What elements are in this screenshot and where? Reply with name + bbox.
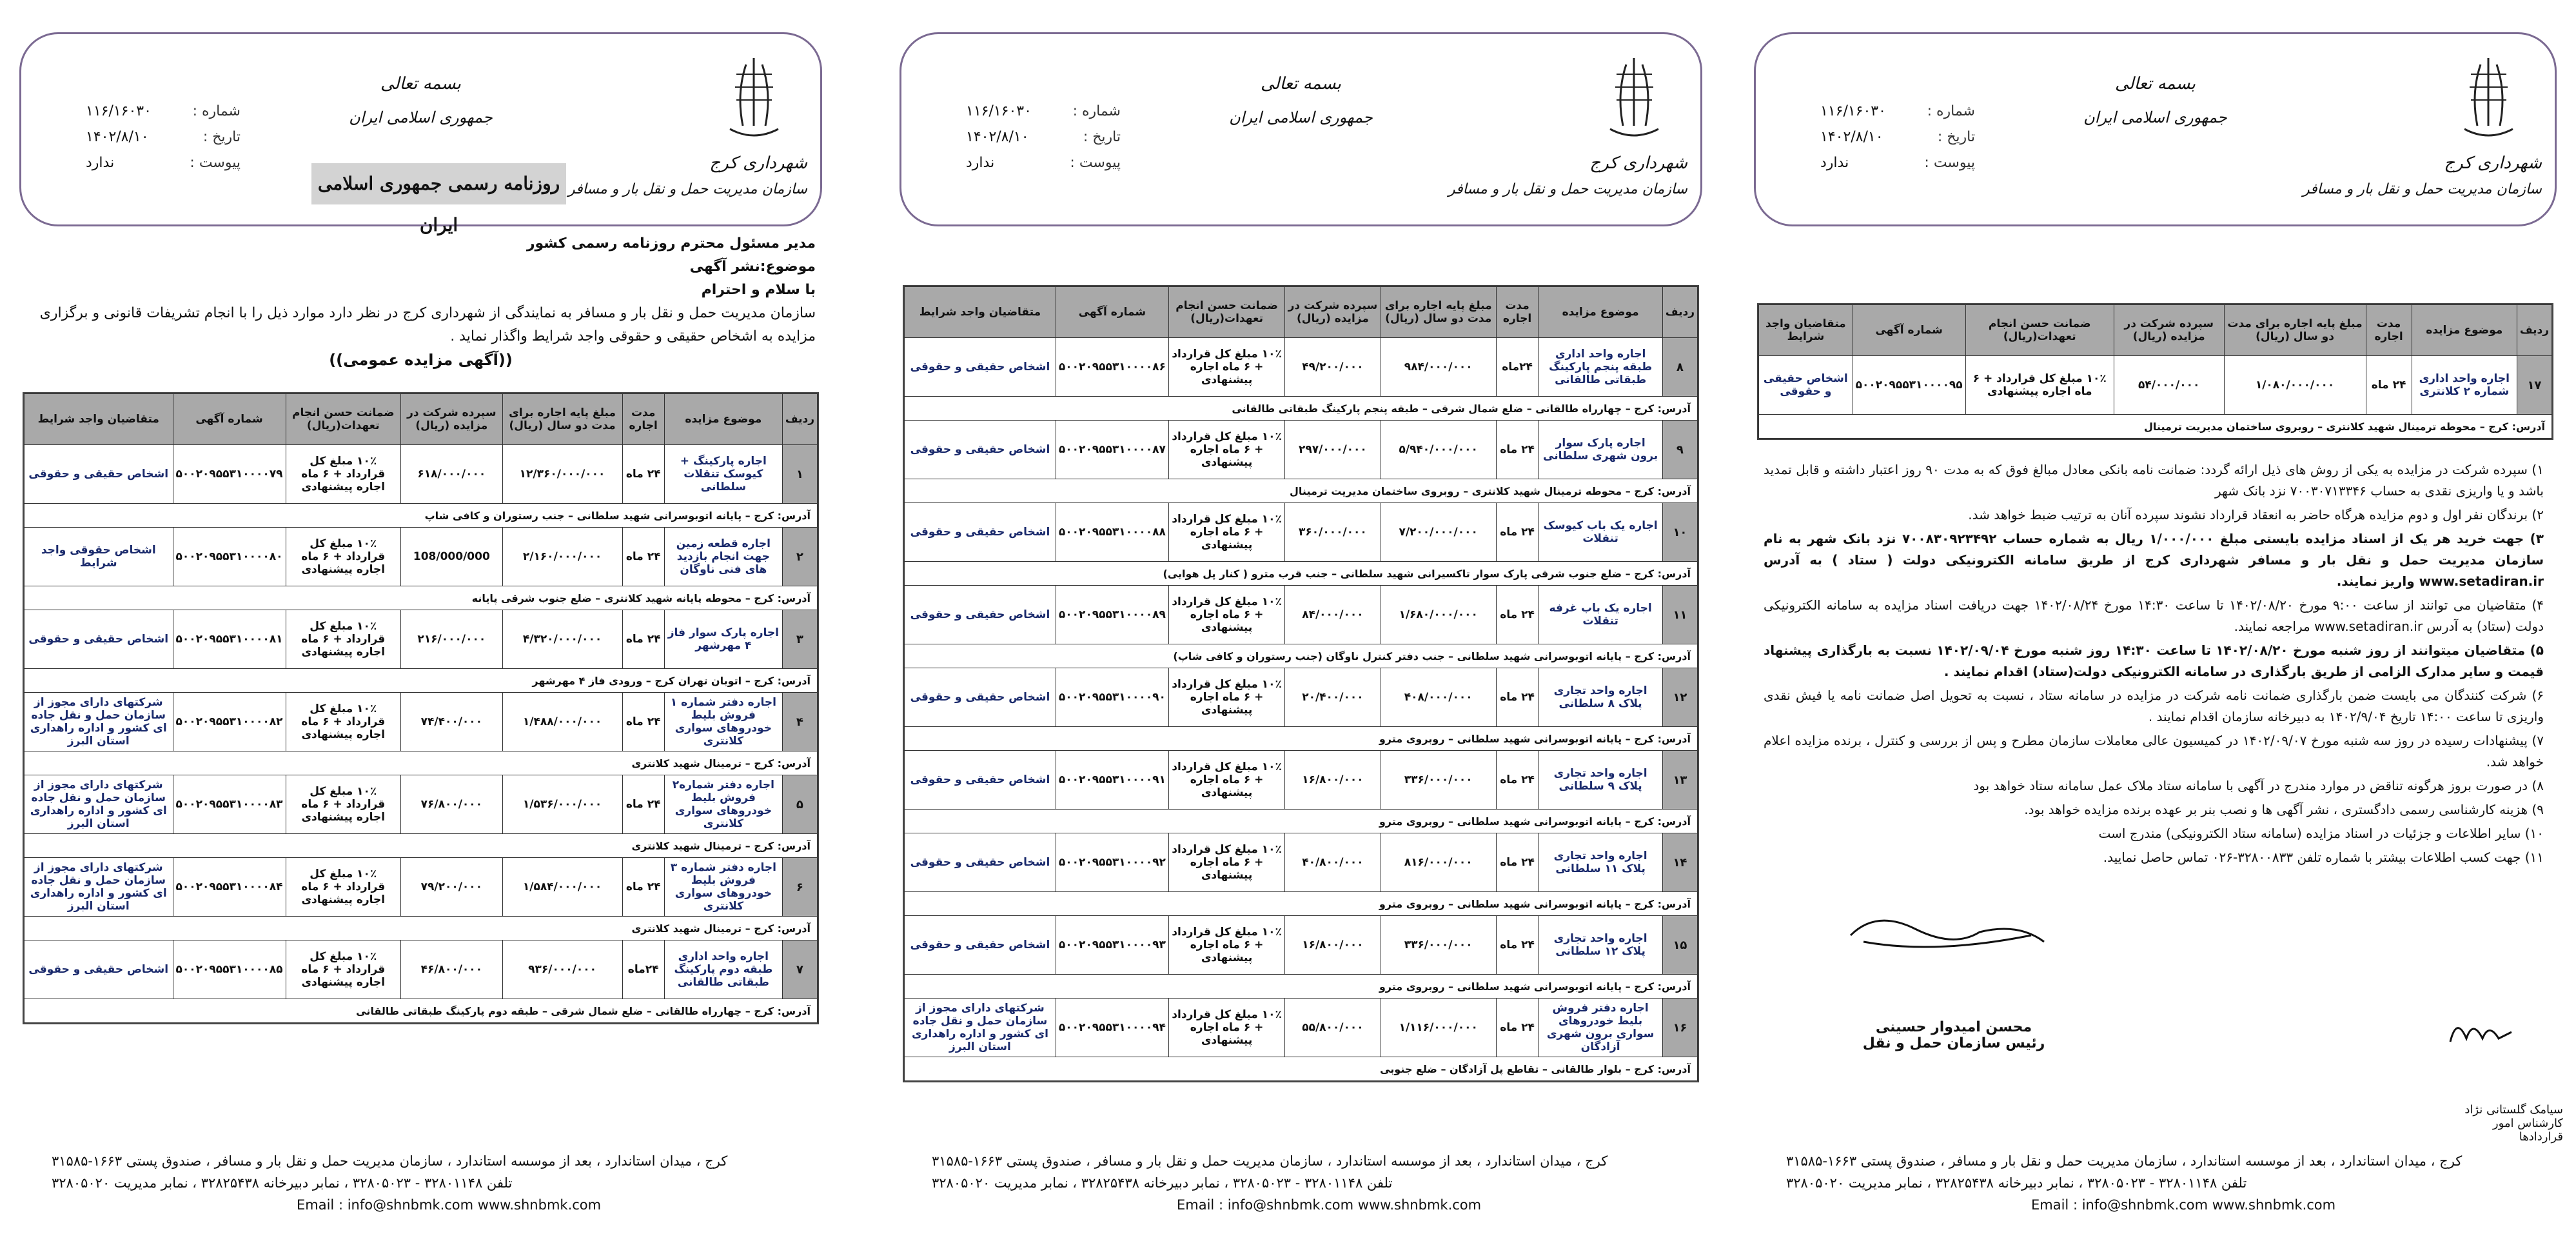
- col-ad-number: شماره آگهی: [173, 394, 286, 445]
- republic-title: جمهوری اسلامی ایران: [349, 108, 493, 126]
- address-row: [25, 751, 818, 775]
- cell-eligible: شرکتهای دارای مجوز از سازمان حمل و نقل جاده ای کشور و اداره راهداری استان البرز: [905, 999, 1056, 1057]
- date-label: تاریخ :: [1083, 129, 1121, 145]
- cell-ad-number: ۵۰۰۲۰۹۵۵۳۱۰۰۰۰۷۹: [173, 445, 286, 504]
- clause: ۱) سپرده شرکت در مزایده به یکی از روش های ذیل ارائه گردد: ضمانت نامه بانکی معادل مبالغ فوق که به مدت ۹۰ روز اعتبار داشته و قابل تمدید باشد و یا واریزی نقدی به حساب ۷۰۰۳۰۷۱۳۳۴۶ نزد بانک شهر: [1764, 462, 2544, 499]
- cell-base-price: ۹۸۴/۰۰۰/۰۰۰: [1381, 338, 1496, 397]
- org-subtitle: سازمان مدیریت حمل و نقل بار و مسافر: [2302, 181, 2542, 197]
- cell-address: آدرس: کرج – پایانه اتوبوسرانی شهید سلطانی – روبروی مترو: [905, 727, 1698, 751]
- table-row: [25, 610, 818, 669]
- cell-eligible: اشخاص حقیقی و حقوقی: [905, 421, 1056, 479]
- col-duration: مدت اجاره: [622, 394, 664, 445]
- cell-deposit: ۱۶/۸۰۰/۰۰۰: [1285, 751, 1381, 810]
- cell-eligible: اشخاص حقیقی و حقوقی: [905, 833, 1056, 892]
- karaj-municipality-emblem-icon: [2458, 55, 2519, 145]
- signer2-title: کارشناس امور قراردادها: [2492, 1117, 2563, 1144]
- cell-eligible: اشخاص حقیقی و حقوقی: [905, 503, 1056, 562]
- table-row: [905, 338, 1698, 397]
- cell-guarantee: ۱۰٪ مبلغ کل قرارداد + ۶ ماه اجاره پیشنهادی: [1168, 833, 1284, 892]
- col-guarantee: ضمانت حسن انجام تعهدات(ریال): [1965, 305, 2114, 356]
- cell-address: آدرس: کرج – چهارراه طالقانی – ضلع شمال شرقی – طبقه پنجم پارکینگ طبقاتی طالقانی: [905, 397, 1698, 421]
- cell-ad-number: ۵۰۰۲۰۹۵۵۳۱۰۰۰۰۸۶: [1056, 338, 1168, 397]
- cell-duration: ۲۴ ماه: [1496, 421, 1539, 479]
- cell-deposit: ۷۶/۸۰۰/۰۰۰: [401, 775, 503, 834]
- table-row: [25, 445, 818, 504]
- cell-duration: ۲۴ ماه: [1496, 751, 1539, 810]
- cell-row-number: ۹: [1662, 421, 1697, 479]
- cell-address: آدرس: کرج – پایانه اتوبوسرانی شهید سلطانی – جنب دفتر کنترل ناوگان (جنب رستوران و کافی شاپ): [905, 644, 1698, 668]
- cell-address: آدرس: کرج – ترمینال شهید کلانتری: [25, 917, 818, 940]
- table-row: [25, 693, 818, 751]
- karaj-municipality-emblem-icon: [723, 55, 785, 145]
- cell-duration: ۲۴ ماه: [622, 693, 664, 751]
- letter-page-1: [13, 13, 829, 1235]
- table-row: [25, 940, 818, 999]
- col-eligible: متقاضیان واجد شرایط: [905, 287, 1056, 338]
- date-value: ۱۴۰۲/۸/۱۰: [1820, 129, 1883, 145]
- cell-eligible: اشخاص حقیقی و حقوقی: [25, 610, 173, 669]
- cell-subject: اجاره دفتر شماره۲ فروش بلیط خودروهای سواری کلانتری: [664, 775, 782, 834]
- cell-subject: اجاره پارک سوار برون شهری سلطانی: [1539, 421, 1662, 479]
- cell-row-number: ۱۳: [1662, 751, 1697, 810]
- col-ad-number: شماره آگهی: [1853, 305, 1965, 356]
- republic-title: جمهوری اسلامی ایران: [2083, 108, 2227, 126]
- cell-address: آدرس: کرج – چهارراه طالقانی – ضلع شمال شرقی – طبقه دوم پارکینگ طبقاتی طالقانی: [25, 999, 818, 1023]
- cell-deposit: ۵۵/۸۰۰/۰۰۰: [1285, 999, 1381, 1057]
- auction-table-1: [23, 392, 819, 1024]
- letter-meta: [86, 99, 241, 176]
- clause: ۹) هزینه کارشناسی رسمی دادگستری ، نشر آگهی ها و نصب بنر بر عهده برنده مزایده خواهد بود.: [2024, 802, 2544, 817]
- date-label: تاریخ :: [202, 129, 241, 145]
- cell-guarantee: ۱۰٪ مبلغ کل قرارداد + ۶ ماه اجاره پیشنهادی: [1168, 668, 1284, 727]
- letter-page-2: [893, 13, 1709, 1235]
- attachment-label: پیوست :: [1924, 155, 1975, 171]
- org-name: شهرداری کرج: [709, 154, 807, 173]
- cell-ad-number: ۵۰۰۲۰۹۵۵۳۱۰۰۰۰۸۸: [1056, 503, 1168, 562]
- letter-intro: [26, 232, 816, 372]
- number-value: ۱۱۶/۱۶۰۳۰: [86, 103, 152, 119]
- cell-guarantee: ۱۰٪ مبلغ کل قرارداد + ۶ ماه اجاره پیشنهادی: [286, 693, 401, 751]
- cell-deposit: 108/000/000: [401, 528, 503, 586]
- cell-base-price: ۹۳۶/۰۰۰/۰۰۰: [502, 940, 622, 999]
- signer-block-2: [2453, 1103, 2563, 1144]
- cell-row-number: ۱۱: [1662, 586, 1697, 644]
- footer-address: کرج ، میدان استاندارد ، بعد از موسسه استاندارد ، سازمان مدیریت حمل و نقل بار و مسافر ، صندوق پستی ۱۶۶۳-۳۱۵۸۵: [1786, 1153, 2463, 1169]
- cell-deposit: ۳۶۰/۰۰۰/۰۰۰: [1285, 503, 1381, 562]
- cell-guarantee: ۱۰٪ مبلغ کل قرارداد + ۶ ماه اجاره پیشنهادی: [286, 528, 401, 586]
- cell-subject: اجاره واحد تجاری پلاک ۸ سلطانی: [1539, 668, 1662, 727]
- cell-deposit: ۴۰/۸۰۰/۰۰۰: [1285, 833, 1381, 892]
- cell-duration: ۲۴ماه: [622, 940, 664, 999]
- cell-guarantee: ۱۰٪ مبلغ کل قرارداد + ۶ ماه اجاره پیشنهادی: [286, 610, 401, 669]
- col-duration: مدت اجاره: [2366, 305, 2412, 356]
- cell-address: آدرس: کرج – پایانه اتوبوسرانی شهید سلطانی – روبروی مترو: [905, 975, 1698, 999]
- signer2-name: سیامک گلستانی نژاد: [2464, 1103, 2563, 1117]
- attachment-label: پیوست :: [1070, 155, 1121, 171]
- bismillah: بسمه تعالی: [380, 74, 461, 94]
- cell-subject: اجاره واحد اداری طبقه دوم پارکینگ طبقاتی طالقانی: [664, 940, 782, 999]
- letter-footer: [932, 1150, 1689, 1216]
- cell-deposit: ۴۶/۸۰۰/۰۰۰: [401, 940, 503, 999]
- number-value: ۱۱۶/۱۶۰۳۰: [966, 103, 1032, 119]
- cell-subject: اجاره پارک سوار فاز ۴ مهرشهر: [664, 610, 782, 669]
- cell-address: آدرس: کرج – ترمینال شهید کلانتری: [25, 751, 818, 775]
- clause: ۲) برندگان نفر اول و دوم مزایده هرگاه حاضر به انعقاد قرارداد نشوند سپرده آنان به ترتیب ضبط خواهد شد.: [1968, 507, 2544, 522]
- cell-base-price: ۳۳۶/۰۰۰/۰۰۰: [1381, 751, 1496, 810]
- cell-duration: ۲۴ ماه: [1496, 916, 1539, 975]
- clause: ۵) متقاضیان میتوانند از روز شنبه مورخ ۱۴۰۲/۰۸/۲۰ تا ساعت ۱۴:۳۰ روز شنبه مورخ ۱۴۰۲/۰۹/۰۴ نسبت به بارگذاری پیشنهاد قیمت و سایر مدارک الزامی از طریق بارگذاری در سامانه الکترونیکی دولت(ستاد) اقدام نمایند .: [1764, 642, 2544, 679]
- letter-meta: [1820, 99, 1975, 176]
- col-row: ردیف: [2517, 305, 2551, 356]
- address-row: [25, 999, 818, 1023]
- addressee: مدیر مسئول محترم روزنامه رسمی کشور: [526, 235, 816, 252]
- cell-deposit: ۲۱۶/۰۰۰/۰۰۰: [401, 610, 503, 669]
- cell-guarantee: ۱۰٪ مبلغ کل قرارداد + ۶ ماه اجاره پیشنهادی: [1168, 751, 1284, 810]
- address-row: [905, 975, 1698, 999]
- address-row: [905, 1057, 1698, 1081]
- cell-eligible: اشخاص حقیقی و حقوقی: [1759, 356, 1853, 415]
- cell-address: آدرس: کرج – محوطه ترمینال شهید کلانتری – روبروی ساختمان مدیریت ترمینال: [905, 479, 1698, 503]
- date-value: ۱۴۰۲/۸/۱۰: [966, 129, 1029, 145]
- col-guarantee: ضمانت حسن انجام تعهدات(ریال): [286, 394, 401, 445]
- table-row: [25, 775, 818, 834]
- org-subtitle: سازمان مدیریت حمل و نقل بار و مسافر: [1448, 181, 1687, 197]
- col-duration: مدت اجاره: [1496, 287, 1539, 338]
- cell-row-number: ۷: [782, 940, 817, 999]
- cell-row-number: ۱۰: [1662, 503, 1697, 562]
- cell-deposit: ۸۴/۰۰۰/۰۰۰: [1285, 586, 1381, 644]
- col-subject: موضوع مزایده: [1539, 287, 1662, 338]
- cell-address: آدرس: کرج – پایانه اتوبوسرانی شهید سلطانی – روبروی مترو: [905, 892, 1698, 916]
- cell-duration: ۲۴ ماه: [622, 445, 664, 504]
- col-deposit: سپرده شرکت در مزایده (ریال): [1285, 287, 1381, 338]
- cell-address: آدرس: کرج – پایانه اتوبوسرانی شهید سلطانی – جنب رستوران و کافی شاپ: [25, 504, 818, 528]
- number-label: شماره :: [1927, 103, 1975, 119]
- cell-guarantee: ۱۰٪ مبلغ کل قرارداد + ۶ ماه اجاره پیشنهادی: [1168, 503, 1284, 562]
- cell-ad-number: ۵۰۰۲۰۹۵۵۳۱۰۰۰۰۹۴: [1056, 999, 1168, 1057]
- intro-body: سازمان مدیریت حمل و نقل بار و مسافر به نمایندگی از شهرداری کرج در نظر دارد موارد ذیل را با انجام تشریفات قانونی و برگزاری مزایده به اشخاص حقیقی و حقوقی واجد شرایط واگذار نماید .: [39, 305, 816, 344]
- cell-deposit: ۵۴/۰۰۰/۰۰۰: [2114, 356, 2224, 415]
- org-name: شهرداری کرج: [2444, 154, 2542, 173]
- cell-ad-number: ۵۰۰۲۰۹۵۵۳۱۰۰۰۰۸۳: [173, 775, 286, 834]
- clause: ۸) در صورت بروز هرگونه تناقض در موارد مندرج در آگهی با سامانه ستاد ملاک عمل سامانه ستاد خواهد بود: [1973, 778, 2544, 793]
- footer-phones: تلفن ۳۲۸۰۱۱۴۸ - ۳۲۸۰۵۰۲۳ ، نمابر دبیرخانه ۳۲۸۲۵۴۳۸ ، نمابر مدیریت ۳۲۸۰۵۰۲۰: [1786, 1175, 2247, 1191]
- cell-ad-number: ۵۰۰۲۰۹۵۵۳۱۰۰۰۰۸۷: [1056, 421, 1168, 479]
- cell-ad-number: ۵۰۰۲۰۹۵۵۳۱۰۰۰۰۸۱: [173, 610, 286, 669]
- number-label: شماره :: [1072, 103, 1121, 119]
- cell-address: آدرس: کرج – ضلع جنوب شرقی پارک سوار تاکسیرانی شهید سلطانی – جنب قرب مترو ( کنار پل هوایی): [905, 562, 1698, 586]
- table-row: [905, 999, 1698, 1057]
- address-row: [905, 727, 1698, 751]
- cell-deposit: ۴۹/۲۰۰/۰۰۰: [1285, 338, 1381, 397]
- cell-base-price: ۷/۲۰۰/۰۰۰/۰۰۰: [1381, 503, 1496, 562]
- table-body-1: [25, 445, 818, 1023]
- cell-address: آدرس: کرج – بلوار طالقانی – تقاطع پل آزادگان – ضلع جنوبی: [905, 1057, 1698, 1081]
- cell-deposit: ۱۶/۸۰۰/۰۰۰: [1285, 916, 1381, 975]
- cell-subject: اجاره یک باب غرفه تنقلات: [1539, 586, 1662, 644]
- cell-duration: ۲۴ ماه: [1496, 999, 1539, 1057]
- cell-deposit: ۷۴/۴۰۰/۰۰۰: [401, 693, 503, 751]
- letterhead: [1754, 32, 2557, 226]
- clause: ۱۰) سایر اطلاعات و جزئیات در اسناد مزایده (سامانه ستاد الکترونیکی) مندرج است: [2098, 826, 2544, 841]
- date-label: تاریخ :: [1937, 129, 1975, 145]
- cell-base-price: ۱/۵۸۴/۰۰۰/۰۰۰: [502, 858, 622, 917]
- greeting: با سلام و احترام: [701, 282, 816, 298]
- cell-row-number: ۱۶: [1662, 999, 1697, 1057]
- subject-line: موضوع:نشر آگهی: [689, 259, 816, 275]
- cell-address: آدرس: کرج – اتوبان تهران کرج – ورودی فاز ۴ مهرشهر: [25, 669, 818, 693]
- republic-title: جمهوری اسلامی ایران: [1229, 108, 1373, 126]
- cell-eligible: شرکتهای دارای مجوز از سازمان حمل و نقل جاده ای کشور و اداره راهداری استان البرز: [25, 775, 173, 834]
- number-value: ۱۱۶/۱۶۰۳۰: [1820, 103, 1886, 119]
- table-row: [905, 421, 1698, 479]
- address-row: [25, 504, 818, 528]
- cell-ad-number: ۵۰۰۲۰۹۵۵۳۱۰۰۰۰۹۲: [1056, 833, 1168, 892]
- table-body-2: [905, 338, 1698, 1081]
- footer-web[interactable]: Email : info@shnbmk.com www.shnbmk.com: [1177, 1197, 1482, 1213]
- col-eligible: متقاضیان واجد شرایط: [1759, 305, 1853, 356]
- cell-subject: اجاره قطعه زمین جهت انجام بازدید های فنی ناوگان: [664, 528, 782, 586]
- cell-row-number: ۱۵: [1662, 916, 1697, 975]
- footer-address: کرج ، میدان استاندارد ، بعد از موسسه استاندارد ، سازمان مدیریت حمل و نقل بار و مسافر ، صندوق پستی ۱۶۶۳-۳۱۵۸۵: [932, 1153, 1608, 1169]
- cell-eligible: اشخاص حقیقی و حقوقی: [905, 586, 1056, 644]
- cell-ad-number: ۵۰۰۲۰۹۵۵۳۱۰۰۰۰۸۰: [173, 528, 286, 586]
- cell-duration: ۲۴ ماه: [1496, 586, 1539, 644]
- cell-subject: اجاره واحد تجاری پلاک ۱۱ سلطانی: [1539, 833, 1662, 892]
- col-row: ردیف: [782, 394, 817, 445]
- cell-duration: ۲۴ماه: [1496, 338, 1539, 397]
- cell-guarantee: ۱۰٪ مبلغ کل قرارداد + ۶ ماه اجاره پیشنهادی: [1168, 338, 1284, 397]
- cell-guarantee: ۱۰٪ مبلغ کل قرارداد + ۶ ماه اجاره پیشنهادی: [1168, 421, 1284, 479]
- attachment-value: ندارد: [86, 155, 115, 171]
- cell-duration: ۲۴ ماه: [622, 858, 664, 917]
- col-subject: موضوع مزایده: [2412, 305, 2517, 356]
- cell-subject: اجاره پارکینگ + کیوسک تنقلات سلطانی: [664, 445, 782, 504]
- cell-base-price: ۵/۹۴۰/۰۰۰/۰۰۰: [1381, 421, 1496, 479]
- clause: ۴) متقاضیان می توانند از ساعت ۹:۰۰ مورخ ۱۴۰۲/۰۸/۲۰ تا ساعت ۱۴:۳۰ مورخ ۱۴۰۲/۰۸/۲۴ جهت دریافت اسناد مزایده به سامانه الکترونیکی دولت (ستاد) به آدرس www.setadiran.ir مراجعه نمایند.: [1764, 597, 2544, 634]
- table-row: [25, 858, 818, 917]
- signer-name: محسن امیدوار حسینی: [1875, 1019, 2032, 1035]
- table-row: [905, 586, 1698, 644]
- letterhead: [19, 32, 822, 235]
- cell-duration: ۲۴ ماه: [2366, 356, 2412, 415]
- letter-footer: [52, 1150, 809, 1216]
- col-eligible: متقاضیان واجد شرایط: [25, 394, 173, 445]
- table-row: [1759, 356, 2552, 415]
- table-row: [905, 833, 1698, 892]
- cell-subject: اجاره دفتر فروش بلیط خودروهای سواری برون شهری آزادگان: [1539, 999, 1662, 1057]
- cell-row-number: ۱۷: [2517, 356, 2551, 415]
- address-row: [25, 669, 818, 693]
- gazette-title-box: روزنامه رسمی جمهوری اسلامی ایران: [311, 163, 566, 204]
- col-subject: موضوع مزایده: [664, 394, 782, 445]
- cell-subject: اجاره دفتر شماره ۳ فروش بلیط خودروهای سواری کلانتری: [664, 858, 782, 917]
- cell-ad-number: ۵۰۰۲۰۹۵۵۳۱۰۰۰۰۸۵: [173, 940, 286, 999]
- address-row: [905, 892, 1698, 916]
- cell-row-number: ۱۴: [1662, 833, 1697, 892]
- cell-deposit: ۷۹/۲۰۰/۰۰۰: [401, 858, 503, 917]
- cell-ad-number: ۵۰۰۲۰۹۵۵۳۱۰۰۰۰۹۳: [1056, 916, 1168, 975]
- cell-subject: اجاره واحد تجاری پلاک ۱۲ سلطانی: [1539, 916, 1662, 975]
- cell-guarantee: ۱۰٪ مبلغ کل قرارداد + ۶ ماه اجاره پیشنهادی: [286, 775, 401, 834]
- letterhead: [900, 32, 1702, 226]
- table-row: [905, 916, 1698, 975]
- col-base-price: مبلغ پایه اجاره برای مدت دو سال (ریال): [2224, 305, 2366, 356]
- cell-row-number: ۲: [782, 528, 817, 586]
- footer-phones: تلفن ۳۲۸۰۱۱۴۸ - ۳۲۸۰۵۰۲۳ ، نمابر دبیرخانه ۳۲۸۲۵۴۳۸ ، نمابر مدیریت ۳۲۸۰۵۰۲۰: [52, 1175, 513, 1191]
- table-body-3: [1759, 356, 2552, 439]
- cell-guarantee: ۱۰٪ مبلغ کل قرارداد + ۶ ماه اجاره پیشنهادی: [1168, 586, 1284, 644]
- cell-guarantee: ۱۰٪ مبلغ کل قرارداد + ۶ ماه اجاره پیشنهادی: [1168, 916, 1284, 975]
- bismillah: بسمه تعالی: [2115, 74, 2196, 94]
- cell-duration: ۲۴ ماه: [1496, 833, 1539, 892]
- col-base-price: مبلغ پایه اجاره برای مدت دو سال (ریال): [502, 394, 622, 445]
- cell-eligible: اشخاص حقیقی و حقوقی: [905, 338, 1056, 397]
- address-row: [25, 586, 818, 610]
- cell-base-price: ۴/۳۲۰/۰۰۰/۰۰۰: [502, 610, 622, 669]
- cell-eligible: اشخاص حقیقی و حقوقی: [905, 916, 1056, 975]
- address-row: [25, 834, 818, 858]
- cell-base-price: ۸۱۶/۰۰۰/۰۰۰: [1381, 833, 1496, 892]
- cell-ad-number: ۵۰۰۲۰۹۵۵۳۱۰۰۰۰۹۱: [1056, 751, 1168, 810]
- cell-eligible: اشخاص حقیقی و حقوقی: [25, 940, 173, 999]
- number-label: شماره :: [192, 103, 241, 119]
- signature-scribble-2: [2437, 1003, 2521, 1061]
- cell-subject: اجاره واحد اداری شماره ۲ کلانتری: [2412, 356, 2517, 415]
- address-row: [905, 810, 1698, 833]
- signer-title: رئیس سازمان حمل و نقل: [1862, 1035, 2045, 1051]
- org-subtitle: سازمان مدیریت حمل و نقل بار و مسافر: [567, 181, 807, 197]
- cell-deposit: ۶۱۸/۰۰۰/۰۰۰: [401, 445, 503, 504]
- cell-duration: ۲۴ ماه: [622, 775, 664, 834]
- cell-eligible: اشخاص حقیقی و حقوقی: [25, 445, 173, 504]
- cell-subject: اجاره یک باب کیوسک تنقلات: [1539, 503, 1662, 562]
- cell-row-number: ۳: [782, 610, 817, 669]
- auction-table-2: [903, 285, 1699, 1082]
- attachment-value: ندارد: [966, 155, 995, 171]
- footer-web[interactable]: Email : info@shnbmk.com www.shnbmk.com: [2031, 1197, 2336, 1213]
- cell-ad-number: ۵۰۰۲۰۹۵۵۳۱۰۰۰۰۸۹: [1056, 586, 1168, 644]
- cell-duration: ۲۴ ماه: [1496, 668, 1539, 727]
- cell-guarantee: ۱۰٪ مبلغ کل قرارداد + ۶ ماه اجاره پیشنهادی: [1965, 356, 2114, 415]
- cell-base-price: ۱/۰۸۰/۰۰۰/۰۰۰: [2224, 356, 2366, 415]
- col-guarantee: ضمانت حسن انجام تعهدات(ریال): [1168, 287, 1284, 338]
- cell-base-price: ۱۲/۳۶۰/۰۰۰/۰۰۰: [502, 445, 622, 504]
- cell-address: آدرس: کرج – پایانه اتوبوسرانی شهید سلطانی – روبروی مترو: [905, 810, 1698, 833]
- cell-deposit: ۲۰/۴۰۰/۰۰۰: [1285, 668, 1381, 727]
- cell-subject: اجاره دفتر شماره ۱ فروش بلیط خودروهای سواری کلانتری: [664, 693, 782, 751]
- clause: ۷) پیشنهادات رسیده در روز سه شنبه مورخ ۱۴۰۲/۰۹/۰۷ در کمیسیون عالی معاملات سازمان مطرح و پس از بررسی و کنترل ، برنده مزایده اعلام خواهد شد.: [1764, 733, 2544, 770]
- address-row: [905, 479, 1698, 503]
- cell-address: آدرس: کرج – محوطه پایانه شهید کلانتری – ضلع جنوب شرقی پایانه: [25, 586, 818, 610]
- cell-base-price: ۱/۵۳۶/۰۰۰/۰۰۰: [502, 775, 622, 834]
- cell-row-number: ۱: [782, 445, 817, 504]
- table-row: [905, 503, 1698, 562]
- org-name: شهرداری کرج: [1589, 154, 1687, 173]
- table-row: [905, 751, 1698, 810]
- cell-duration: ۲۴ ماه: [622, 610, 664, 669]
- address-row: [1759, 415, 2552, 439]
- col-ad-number: شماره آگهی: [1056, 287, 1168, 338]
- auction-table-3: [1757, 303, 2553, 440]
- cell-row-number: ۱۲: [1662, 668, 1697, 727]
- cell-base-price: ۳۳۶/۰۰۰/۰۰۰: [1381, 916, 1496, 975]
- karaj-municipality-emblem-icon: [1604, 55, 1665, 145]
- letter-meta: [966, 99, 1121, 176]
- cell-base-price: ۱/۱۱۶/۰۰۰/۰۰۰: [1381, 999, 1496, 1057]
- cell-guarantee: ۱۰٪ مبلغ کل قرارداد + ۶ ماه اجاره پیشنهادی: [286, 858, 401, 917]
- cell-eligible: شرکتهای دارای مجوز از سازمان حمل و نقل جاده ای کشور و اداره راهداری استان البرز: [25, 693, 173, 751]
- cell-guarantee: ۱۰٪ مبلغ کل قرارداد + ۶ ماه اجاره پیشنهادی: [286, 940, 401, 999]
- address-row: [905, 562, 1698, 586]
- date-value: ۱۴۰۲/۸/۱۰: [86, 129, 149, 145]
- cell-eligible: اشخاص حقیقی و حقوقی: [905, 751, 1056, 810]
- cell-guarantee: ۱۰٪ مبلغ کل قرارداد + ۶ ماه اجاره پیشنهادی: [286, 445, 401, 504]
- letter-page-3: [1747, 13, 2563, 1235]
- col-deposit: سپرده شرکت در مزایده (ریال): [2114, 305, 2224, 356]
- clause: ۳) جهت خرید هر یک از اسناد مزایده بایستی مبلغ ۱/۰۰۰/۰۰۰ ریال به شماره حساب ۷۰۰۸۳۰۹۲۳۴۹۲ نزد بانک شهر به نام سازمان مدیریت حمل و نقل بار و مسافر شهرداری کرج از طریق سامانه الکترونیکی دولت ( ستاد ) به آدرس www.setadiran.ir واریز نمایند.: [1764, 531, 2544, 589]
- letter-footer: [1786, 1150, 2544, 1216]
- cell-row-number: ۵: [782, 775, 817, 834]
- cell-eligible: شرکتهای دارای مجوز از سازمان حمل و نقل جاده ای کشور و اداره راهداری استان البرز: [25, 858, 173, 917]
- cell-eligible: اشخاص حقوقی واجد شرایط: [25, 528, 173, 586]
- cell-row-number: ۸: [1662, 338, 1697, 397]
- auction-title: ((آگهی مزایده عمومی)): [329, 351, 513, 369]
- clause: ۱۱) جهت کسب اطلاعات بیشتر با شماره تلفن ۳۲۸۰۰۸۳۳-۰۲۶ تماس حاصل نمایید.: [2103, 850, 2544, 865]
- clause: ۶) شرکت کنندگان می بایست ضمن بارگذاری ضمانت نامه شرکت در مزایده در سامانه ستاد ، نسبت به تحویل اصل ضمانت نامه یا فیش نقدی واریزی تا ساعت ۱۴:۰۰ تاریخ ۱۴۰۲/۹/۰۴ به دبیرخانه سازمان اقدام نمایند .: [1764, 688, 2544, 724]
- table-row: [25, 528, 818, 586]
- cell-guarantee: ۱۰٪ مبلغ کل قرارداد + ۶ ماه اجاره پیشنهادی: [1168, 999, 1284, 1057]
- footer-phones: تلفن ۳۲۸۰۱۱۴۸ - ۳۲۸۰۵۰۲۳ ، نمابر دبیرخانه ۳۲۸۲۵۴۳۸ ، نمابر مدیریت ۳۲۸۰۵۰۲۰: [932, 1175, 1393, 1191]
- address-row: [905, 644, 1698, 668]
- cell-duration: ۲۴ ماه: [1496, 503, 1539, 562]
- cell-eligible: اشخاص حقیقی و حقوقی: [905, 668, 1056, 727]
- signature-scribble: [1838, 903, 2057, 961]
- attachment-value: ندارد: [1820, 155, 1849, 171]
- table-row: [905, 668, 1698, 727]
- signer-block: [1851, 1019, 2057, 1051]
- cell-ad-number: ۵۰۰۲۰۹۵۵۳۱۰۰۰۰۸۴: [173, 858, 286, 917]
- footer-web[interactable]: Email : info@shnbmk.com www.shnbmk.com: [297, 1197, 602, 1213]
- cell-base-price: ۲/۱۶۰/۰۰۰/۰۰۰: [502, 528, 622, 586]
- col-deposit: سپرده شرکت در مزایده (ریال): [401, 394, 503, 445]
- cell-base-price: ۱/۶۸۰/۰۰۰/۰۰۰: [1381, 586, 1496, 644]
- attachment-label: پیوست :: [190, 155, 241, 171]
- cell-deposit: ۲۹۷/۰۰۰/۰۰۰: [1285, 421, 1381, 479]
- cell-address: آدرس: کرج – محوطه ترمینال شهید کلانتری – روبروی ساختمان مدیریت ترمینال: [1759, 415, 2552, 439]
- cell-base-price: ۱/۴۸۸/۰۰۰/۰۰۰: [502, 693, 622, 751]
- cell-base-price: ۴۰۸/۰۰۰/۰۰۰: [1381, 668, 1496, 727]
- address-row: [25, 917, 818, 940]
- cell-subject: اجاره واحد تجاری پلاک ۹ سلطانی: [1539, 751, 1662, 810]
- cell-address: آدرس: کرج – ترمینال شهید کلانتری: [25, 834, 818, 858]
- footer-address: کرج ، میدان استاندارد ، بعد از موسسه استاندارد ، سازمان مدیریت حمل و نقل بار و مسافر ، صندوق پستی ۱۶۶۳-۳۱۵۸۵: [52, 1153, 728, 1169]
- address-row: [905, 397, 1698, 421]
- col-base-price: مبلغ پایه اجاره برای مدت دو سال (ریال): [1381, 287, 1496, 338]
- cell-row-number: ۶: [782, 858, 817, 917]
- cell-row-number: ۴: [782, 693, 817, 751]
- cell-ad-number: ۵۰۰۲۰۹۵۵۳۱۰۰۰۰۸۲: [173, 693, 286, 751]
- bismillah: بسمه تعالی: [1261, 74, 1341, 94]
- cell-duration: ۲۴ ماه: [622, 528, 664, 586]
- col-row: ردیف: [1662, 287, 1697, 338]
- cell-ad-number: ۵۰۰۲۰۹۵۵۳۱۰۰۰۰۹۰: [1056, 668, 1168, 727]
- cell-subject: اجاره واحد اداری طبقه پنجم پارکینگ طبقاتی طالقانی: [1539, 338, 1662, 397]
- cell-ad-number: ۵۰۰۲۰۹۵۵۳۱۰۰۰۰۹۵: [1853, 356, 1965, 415]
- auction-conditions: [1764, 459, 2544, 871]
